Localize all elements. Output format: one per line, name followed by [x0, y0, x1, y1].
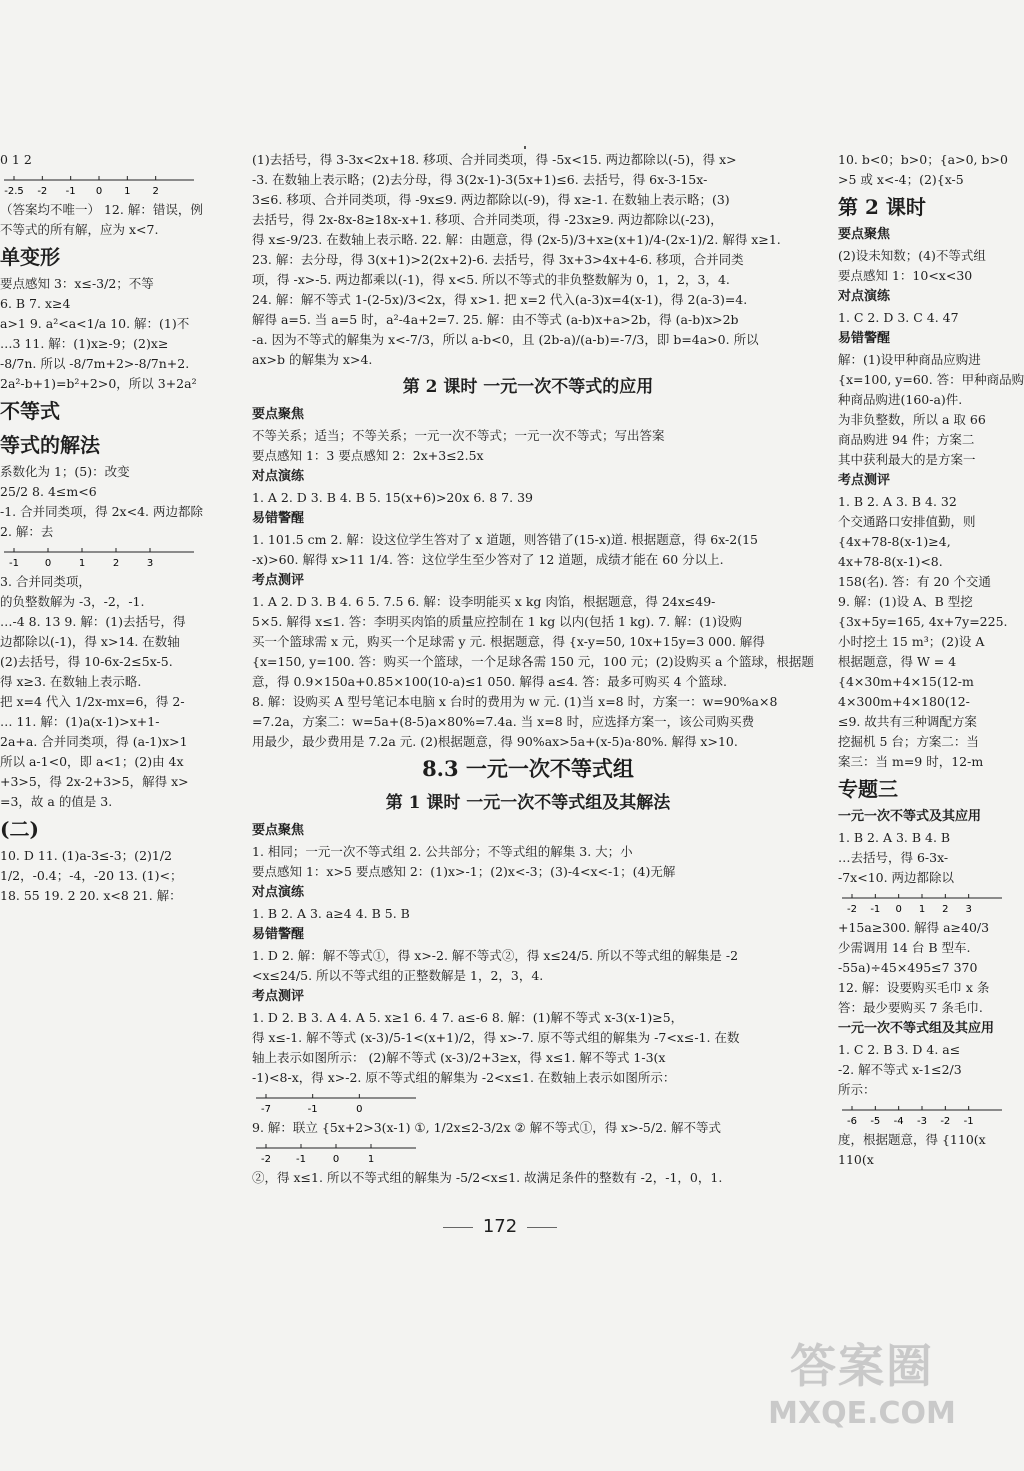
- answer-line: 种商品购进(160-a)件.: [838, 392, 963, 407]
- number-line-label: -1: [296, 1154, 306, 1165]
- answer-line: 1/2，-0.4；-4，-20 13. (1)<；: [0, 868, 183, 883]
- answer-line: (2)去括号，得 10-6x-2≤5x-5.: [0, 654, 173, 669]
- answer-line: 项，得 -x>-5. 两边都乘以(-1)，得 x<5. 所以不等式的非负整数解为 0，1，2，3，4.: [252, 272, 730, 287]
- answer-line: 要点感知 1：3 要点感知 2：2x+3≤2.5x: [252, 448, 484, 463]
- answer-line: >5 或 x<-4；(2){x-5: [838, 172, 964, 187]
- answer-line: 用最少，最少费用是 7.2a 元. (2)根据题意，得 90%ax>5a+(x-5)a·80%. 解得 x>10.: [252, 734, 738, 749]
- answer-line: 1. C 2. D 3. C 4. 47: [838, 310, 959, 325]
- answer-line: 得 x≤-1. 解不等式 (x-3)/5-1<(x+1)/2，得 x>-7. 原不等式组的解集为 -7<x≤-1. 在数: [252, 1030, 740, 1045]
- watermark-mark: 答案圈: [790, 1339, 934, 1393]
- number-line-label: 2: [942, 904, 949, 915]
- answer-line: 110(x: [838, 1152, 874, 1167]
- answer-line: 的负整数解为 -3，-2，-1.: [0, 594, 145, 609]
- number-line-label: -3: [917, 1116, 927, 1127]
- answer-line: 要点感知 3：x≤-3/2；不等: [0, 276, 154, 291]
- answer-line: {x=150, y=100. 答：购买一个篮球，一个足球各需 150 元，100 元；(2)设购买 a 个篮球，根据题: [252, 654, 814, 669]
- number-line-label: 1: [918, 904, 926, 915]
- answer-line: 边都除以(-1)，得 x>14. 在数轴: [0, 634, 180, 649]
- page-number: 172: [0, 1216, 1000, 1237]
- section-title: 不等式: [0, 399, 60, 423]
- answer-line: (1)去括号，得 3-3x<2x+18. 移项、合并同类项，得 -5x<15. 两边都除以(-5)，得 x>: [252, 152, 737, 167]
- answer-line: 2. 解：去: [0, 524, 54, 539]
- answer-line: 10. b<0；b>0；{a>0, b>0: [838, 152, 1008, 167]
- answer-line: 个交通路口安排值勤，则: [838, 514, 976, 529]
- number-line-label: -5: [870, 1116, 881, 1127]
- number-line-label: 3: [146, 558, 154, 569]
- answer-line: -1. 合并同类项，得 2x<4. 两边都除: [0, 504, 203, 519]
- answer-line: 1. 相同；一元一次不等式组 2. 公共部分；不等式组的解集 3. 大；小: [252, 844, 633, 859]
- answer-line: ax>b 的解集为 x>4.: [252, 352, 373, 367]
- answer-line: 小时挖土 15 m³；(2)设 A: [838, 634, 985, 649]
- number-line-label: -2.5: [4, 186, 24, 197]
- answer-line: ②，得 x≤1. 所以不等式组的解集为 -5/2<x≤1. 故满足条件的整数有 -2，-1，0，1.: [252, 1170, 723, 1185]
- watermark-url: MXQE.COM: [768, 1396, 956, 1431]
- number-line-label: -1: [307, 1104, 318, 1115]
- answer-line: 去括号，得 2x-8x-8≥18x-x+1. 移项、合并同类项，得 -23x≥9. 两边都除以(-23)，: [252, 212, 723, 227]
- answer-line: 1. B 2. A 3. B 4. B: [838, 830, 951, 845]
- answer-line: 2a²-b+1)=b²+2>0，所以 3+2a²: [0, 376, 197, 391]
- answer-line: 为非负整数，所以 a 取 66: [838, 412, 986, 427]
- middle-column: [252, 150, 814, 1188]
- answer-line: 所以 a-1<0，即 a<1；(2)由 4x: [0, 754, 184, 769]
- watermark: [762, 1330, 962, 1431]
- section-title: (二): [0, 817, 39, 841]
- number-line-label: 1: [78, 558, 86, 569]
- answer-line: 其中获利最大的是方案一: [838, 452, 976, 467]
- answer-line: <x≤24/5. 所以不等式组的正整数解是 1，2，3，4.: [252, 968, 544, 983]
- answer-line: 度，根据题意，得 {110(x: [838, 1132, 986, 1147]
- answer-line: 1. D 2. B 3. A 4. A 5. x≥1 6. 4 7. a≤-6 8. 解：(1)解不等式 x-3(x-1)≥5，: [252, 1010, 684, 1025]
- number-line-label: 0: [332, 1154, 340, 1165]
- number-line-label: 0: [44, 558, 52, 569]
- number-line-label: 0: [895, 904, 902, 915]
- answer-line: 25/2 8. 4≤m<6: [0, 484, 97, 499]
- section-heading: 考点测评: [838, 473, 891, 488]
- answer-line: 18. 55 19. 2 20. x<8 21. 解：: [0, 888, 182, 903]
- number-line-label: 2: [112, 558, 120, 569]
- answer-line: -a. 因为不等式的解集为 x<-7/3，所以 a-b<0，且 (2b-a)/(a-b)=-7/3，即 b=4a>0. 所以: [252, 332, 759, 347]
- answer-line: 24. 解：解不等式 1-(2-5x)/3<2x，得 x>1. 把 x=2 代入(a-3)x=4(x-1)，得 2(a-3)=4.: [252, 292, 748, 307]
- answer-line: 1. C 2. B 3. D 4. a≤: [838, 1042, 961, 1057]
- section-heading: 对点演练: [252, 469, 305, 484]
- answer-line: 案三：当 m=9 时，12-m: [838, 754, 984, 769]
- answer-line: 得 x≤-9/23. 在数轴上表示略. 22. 解：由题意，得 (2x-5)/3+x≥(x+1)/4-(2x-1)/2. 解得 x≥1.: [252, 232, 781, 247]
- answer-line: -3. 在数轴上表示略；(2)去分母，得 3(2x-1)-3(5x+1)≤6. 去括号，得 6x-3-15x-: [252, 172, 708, 187]
- answer-line: 挖掘机 5 台；方案二：当: [838, 734, 979, 749]
- answer-line: 要点感知 1：10<x<30: [838, 268, 973, 283]
- answer-line: (2)设未知数；(4)不等式组: [838, 248, 986, 263]
- answer-line: {4x+78-8(x-1)≥4,: [838, 534, 951, 549]
- number-line-label: 3: [965, 904, 972, 915]
- answer-line: 少需调用 14 台 B 型车.: [838, 940, 971, 955]
- answer-line: =7.2a，方案二：w=5a+(8-5)a×80%=7.4a. 当 x=8 时，应选择方案一，该公司购买费: [252, 714, 755, 729]
- answer-line: 买一个篮球需 x 元，购买一个足球需 y 元. 根据题意，得 {x-y=50, 10x+15y=3 000. 解得: [252, 634, 765, 649]
- number-line-label: -2: [940, 1116, 951, 1127]
- number-line: [0, 170, 230, 200]
- answer-line: 解：(1)设甲种商品应购进: [838, 352, 981, 367]
- answer-line: 1. B 2. A 3. B 4. 32: [838, 494, 957, 509]
- answer-line: -7x<10. 两边都除以: [838, 870, 955, 885]
- number-line: [252, 1138, 804, 1168]
- answer-line: -x)>60. 解得 x>11 1/4. 答：这位学生至少答对了 12 道题，成绩才能在 60 分以上.: [252, 552, 724, 567]
- section-title: 第 1 课时 一元一次不等式组及其解法: [385, 793, 671, 813]
- answer-line: 4x+78-8(x-1)<8.: [838, 554, 943, 569]
- answer-line: 1. B 2. A 3. a≥4 4. B 5. B: [252, 906, 410, 921]
- number-line-label: -1: [870, 904, 881, 915]
- number-line: [838, 888, 1000, 918]
- answer-line: 1. A 2. D 3. B 4. 6 5. 7.5 6. 解：设李明能买 x kg 肉馅，根据题意，得 24x≤49-: [252, 594, 716, 609]
- section-title: 单变形: [0, 245, 60, 269]
- number-line: [838, 1100, 1000, 1130]
- number-line-label: -1: [963, 1116, 974, 1127]
- answer-line: {4×30m+4×15(12-m: [838, 674, 974, 689]
- number-line-label: 1: [367, 1154, 375, 1165]
- answer-line: …去括号，得 6-3x-: [838, 850, 949, 865]
- number-line-label: -4: [893, 1116, 904, 1127]
- answer-line: 3. 合并同类项，: [0, 574, 91, 589]
- number-line-label: -1: [9, 558, 19, 569]
- answer-line: 轴上表示如图所示： (2)解不等式 (x-3)/2+3≥x，得 x≤1. 解不等式 1-3(x: [252, 1050, 666, 1065]
- answer-line: +15a≥300. 解得 a≥40/3: [838, 920, 990, 935]
- answer-line: …3 11. 解：(1)x≥-9；(2)x≥: [0, 336, 169, 351]
- section-heading: 一元一次不等式组及其应用: [838, 1021, 995, 1036]
- number-line-label: -6: [847, 1116, 857, 1127]
- answer-line: 9. 解：联立 {5x+2>3(x-1) ①, 1/2x≤2-3/2x ② 解不等式①，得 x>-5/2. 解不等式: [252, 1120, 721, 1135]
- section-heading: 易错警醒: [252, 927, 305, 942]
- answer-line: 所示：: [838, 1082, 876, 1097]
- answer-line: …-4 8. 13 9. 解：(1)去括号，得: [0, 614, 186, 629]
- number-line-label: -2: [847, 904, 857, 915]
- answer-line: 0 1 2: [0, 152, 32, 167]
- number-line-label: 0: [356, 1104, 363, 1115]
- answer-line: 5×5. 解得 x≤1. 答：李明买肉馅的质量应控制在 1 kg 以内(包括 1 kg). 7. 解：(1)设购: [252, 614, 742, 629]
- section-heading: 考点测评: [252, 989, 305, 1004]
- answer-line: 把 x=4 代入 1/2x-mx=6，得 2-: [0, 694, 185, 709]
- answer-line: 要点感知 1：x>5 要点感知 2：(1)x>-1；(2)x<-3；(3)-4<x<-1；(4)无解: [252, 864, 676, 879]
- answer-line: 答：最少要购买 7 条毛巾.: [838, 1000, 983, 1015]
- section-title: 第 2 课时: [838, 195, 926, 219]
- answer-line: -55a)÷45×495≤7 370: [838, 960, 978, 975]
- answer-line: 系数化为 1；(5)：改变: [0, 464, 130, 479]
- answer-line: 9. 解：(1)设 A、B 型挖: [838, 594, 973, 609]
- number-line-label: 1: [124, 186, 131, 197]
- answer-line: 3≤6. 移项、合并同类项，得 -9x≤9. 两边都除以(-9)，得 x≥-1. 在数轴上表示略；(3): [252, 192, 730, 207]
- section-title: 等式的解法: [0, 433, 100, 457]
- section-title: 8.3 一元一次不等式组: [422, 756, 634, 781]
- answer-line: 1. A 2. D 3. B 4. B 5. 15(x+6)>20x 6. 8 7. 39: [252, 490, 533, 505]
- section-heading: 要点聚焦: [252, 823, 305, 838]
- answer-line: +3>5，得 2x-2+3>5，解得 x>: [0, 774, 189, 789]
- answer-line: 1. 101.5 cm 2. 解：设这位学生答对了 x 道题，则答错了(15-x)道. 根据题意，得 6x-2(15: [252, 532, 758, 547]
- answer-line: =3，故 a 的值是 3.: [0, 794, 113, 809]
- answer-line: 2a+a. 合并同类项，得 (a-1)x>1: [0, 734, 188, 749]
- ink-dot: [524, 146, 526, 149]
- number-line: [252, 1088, 804, 1118]
- right-column: [838, 150, 1024, 1170]
- answer-line: a>1 9. a²<a<1/a 10. 解：(1)不: [0, 316, 190, 331]
- answer-line: 不等关系；适当；不等关系；一元一次不等式；一元一次不等式；写出答案: [252, 428, 665, 443]
- section-heading: 考点测评: [252, 573, 305, 588]
- section-title: 专题三: [838, 777, 898, 801]
- answer-line: ≤9. 故共有三种调配方案: [838, 714, 977, 729]
- section-title: 第 2 课时 一元一次不等式的应用: [402, 377, 654, 397]
- section-heading: 对点演练: [838, 289, 891, 304]
- answer-line: 4×300m+4×180(12-: [838, 694, 970, 709]
- answer-line: … 11. 解：(1)a(x-1)>x+1-: [0, 714, 160, 729]
- answer-line: 1. D 2. 解：解不等式①，得 x>-2. 解不等式②，得 x≤24/5. 所以不等式组的解集是 -2: [252, 948, 739, 963]
- answer-line: 根据题意，得 W = 4: [838, 654, 957, 669]
- number-line-label: -2: [261, 1154, 271, 1165]
- answer-line: -1)<8-x，得 x>-2. 原不等式组的解集为 -2<x≤1. 在数轴上表示如图所示：: [252, 1070, 676, 1085]
- answer-line: -8/7n. 所以 -8/7m+2>-8/7n+2.: [0, 356, 190, 371]
- answer-line: 6. B 7. x≥4: [0, 296, 71, 311]
- left-column: [0, 150, 230, 906]
- answer-line: 10. D 11. (1)a-3≤-3；(2)1/2: [0, 848, 173, 863]
- section-heading: 对点演练: [252, 885, 305, 900]
- answer-line: 8. 解：设购买 A 型号笔记本电脑 x 台时的费用为 w 元. (1)当 x=8 时，方案一：w=90%a×8: [252, 694, 778, 709]
- number-line-label: -7: [261, 1104, 271, 1115]
- answer-line: （答案均不唯一） 12. 解：错误，例: [0, 202, 203, 217]
- answer-line: 12. 解：设要购买毛巾 x 条: [838, 980, 990, 995]
- section-heading: 易错警醒: [252, 511, 305, 526]
- answer-line: 158(名). 答：有 20 个交通: [838, 574, 991, 589]
- number-line: [0, 542, 230, 572]
- answer-line: 不等式的所有解，应为 x<7.: [0, 222, 159, 237]
- answer-line: 得 x≥3. 在数轴上表示略.: [0, 674, 142, 689]
- answer-line: 解得 a=5. 当 a=5 时，a²-4a+2=7. 25. 解：由不等式 (a-b)x+a>2b，得 (a-b)x>2b: [252, 312, 739, 327]
- answer-line: {x=100, y=60. 答：甲种商品购: [838, 372, 1024, 387]
- section-heading: 一元一次不等式及其应用: [838, 809, 982, 824]
- number-line-label: -1: [65, 186, 76, 197]
- answer-line: {3x+5y=165, 4x+7y=225.: [838, 614, 1008, 629]
- section-heading: 易错警醒: [838, 331, 891, 346]
- section-heading: 要点聚焦: [252, 407, 305, 422]
- number-line-label: -2: [37, 186, 48, 197]
- answer-line: -2. 解不等式 x-1≤2/3: [838, 1062, 962, 1077]
- number-line-label: 2: [152, 186, 159, 197]
- section-heading: 要点聚焦: [838, 227, 891, 242]
- answer-line: 商品购进 94 件；方案二: [838, 432, 975, 447]
- number-line-label: 0: [95, 186, 103, 197]
- answer-line: 23. 解：去分母，得 3(x+1)>2(2x+2)-6. 去括号，得 3x+3>4x+4-6. 移项，合并同类: [252, 252, 744, 267]
- answer-line: 意，得 0.9×150a+0.85×100(10-a)≤1 050. 解得 a≤4. 答：最多可购买 4 个篮球.: [252, 674, 727, 689]
